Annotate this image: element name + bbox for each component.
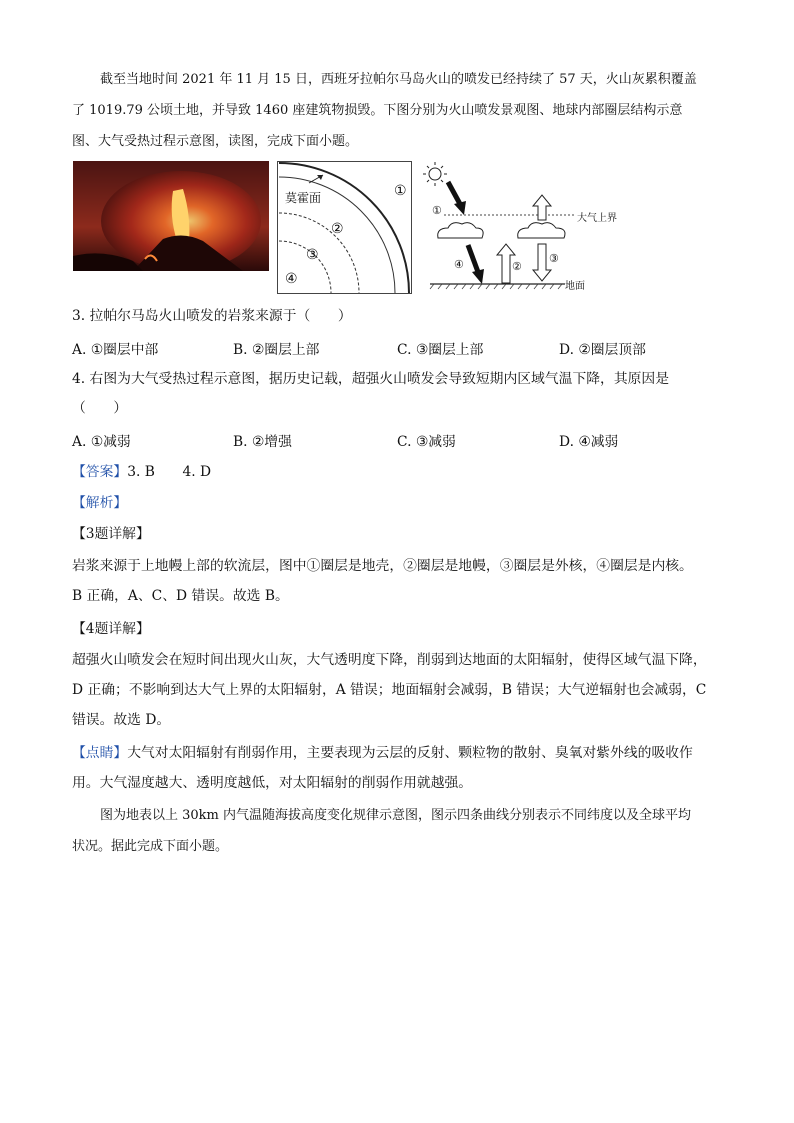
detail-4-line-2: D 正确；不影响到达大气上界的太阳辐射，A 错误；地面辐射会减弱，B 错误；大气逆辐射也会减弱，C bbox=[72, 682, 707, 698]
earth-interior-diagram bbox=[277, 161, 413, 295]
atmo-label-4: ④ bbox=[454, 258, 464, 271]
next-intro-line-1: 图为地表以上 30km 内气温随海拔高度变化规律示意图，图示四条曲线分别表示不同纬度以及全球平均 bbox=[100, 808, 692, 823]
atmo-label-3: ③ bbox=[549, 252, 559, 265]
detail-3-body bbox=[72, 551, 724, 611]
detail-4-tag: 【4题详解】 bbox=[72, 621, 150, 637]
arrow-4-head bbox=[472, 269, 484, 284]
tip-line-2: 用。大气湿度越大、透明度越低，对太阳辐射的削弱作用就越强。 bbox=[72, 775, 473, 791]
layer-1-label: ① bbox=[394, 183, 407, 199]
atmo-label-2: ② bbox=[512, 260, 522, 273]
volcano-photo bbox=[73, 161, 269, 271]
arrow-1-head bbox=[454, 201, 466, 215]
q4-option-b[interactable]: B. ②增强 bbox=[233, 434, 292, 450]
answer-tag: 【答案】 bbox=[72, 464, 128, 480]
q3-option-b[interactable]: B. ②圈层上部 bbox=[233, 342, 320, 358]
question-3-options bbox=[72, 338, 724, 358]
detail-4-body bbox=[72, 645, 724, 735]
detail-4-line-3: 错误。故选 D。 bbox=[72, 712, 171, 728]
next-intro-paragraph bbox=[72, 800, 724, 862]
detail-3-tag: 【3题详解】 bbox=[72, 526, 150, 542]
intro-line-1: 截至当地时间 2021 年 11 月 15 日，西班牙拉帕尔马岛火山的喷发已经持续了 57 天，火山灰累积覆盖 bbox=[100, 72, 697, 87]
q3-option-d[interactable]: D. ②圈层顶部 bbox=[559, 342, 646, 358]
ground-hatch bbox=[430, 284, 562, 289]
arrow-1-solar bbox=[448, 182, 460, 204]
sun-icon bbox=[423, 162, 447, 186]
tip-tag: 【点睛】 bbox=[72, 745, 128, 761]
arrow-3-up bbox=[533, 195, 551, 220]
volcano-image bbox=[73, 161, 269, 271]
detail-3-line-2: B 正确，A、C、D 错误。故选 B。 bbox=[72, 588, 289, 604]
tip-line-1: 大气对太阳辐射有削弱作用，主要表现为云层的反射、颗粒物的散射、臭氧对紫外线的吸收作 bbox=[127, 745, 693, 761]
layer-3-label: ③ bbox=[306, 247, 319, 263]
question-4-stem bbox=[72, 365, 724, 423]
q4-stem-line-2: （ ） bbox=[72, 400, 128, 416]
cloud-right-icon bbox=[518, 223, 565, 238]
question-4-options bbox=[72, 430, 724, 450]
next-intro-line-2: 状况。据此完成下面小题。 bbox=[72, 839, 229, 854]
layer-2-label: ② bbox=[331, 221, 344, 237]
detail-4-line-1: 超强火山喷发会在短时间出现火山灰，大气透明度下降，削弱到达地面的太阳辐射，使得区域气温下降， bbox=[72, 652, 707, 668]
atmosphere-heating-diagram bbox=[420, 160, 630, 295]
atmo-top-label: 大气上界 bbox=[577, 213, 617, 224]
analysis-tag: 【解析】 bbox=[72, 495, 128, 511]
q3-option-c[interactable]: C. ③圈层上部 bbox=[397, 342, 484, 358]
question-3-stem: 3. 拉帕尔马岛火山喷发的岩浆来源于（ ） bbox=[72, 308, 352, 324]
q4-option-d[interactable]: D. ④减弱 bbox=[559, 434, 619, 450]
answer-text: 3. B 4. D bbox=[127, 464, 212, 480]
q3-option-a[interactable]: A. ①圈层中部 bbox=[72, 342, 159, 358]
q4-option-c[interactable]: C. ③减弱 bbox=[397, 434, 456, 450]
intro-paragraph bbox=[72, 64, 724, 157]
q4-option-a[interactable]: A. ①减弱 bbox=[72, 434, 131, 450]
atmo-label-1: ① bbox=[432, 204, 442, 217]
moho-label: 莫霍面 bbox=[285, 191, 322, 205]
arrow-4-ground-radiation bbox=[468, 245, 478, 272]
cloud-left-icon bbox=[438, 223, 483, 238]
atmo-ground-label: 地面 bbox=[565, 281, 585, 292]
q4-stem-line-1: 4. 右图为大气受热过程示意图，据历史记载，超强火山喷发会导致短期内区域气温下降，其原因是 bbox=[72, 371, 670, 387]
tip-paragraph bbox=[72, 738, 724, 798]
answer-line bbox=[72, 458, 724, 487]
layer-4-label: ④ bbox=[285, 271, 298, 287]
detail-3-line-1: 岩浆来源于上地幔上部的软流层，图中①圈层是地壳，②圈层是地幔，③圈层是外核，④圈层是内核。 bbox=[72, 558, 693, 574]
intro-line-2: 了 1019.79 公顷土地，并导致 1460 座建筑物损毁。下图分别为火山喷发景观图、地球内部圈层结构示意 bbox=[72, 103, 683, 118]
intro-line-3: 图、大气受热过程示意图，读图，完成下面小题。 bbox=[72, 134, 359, 149]
